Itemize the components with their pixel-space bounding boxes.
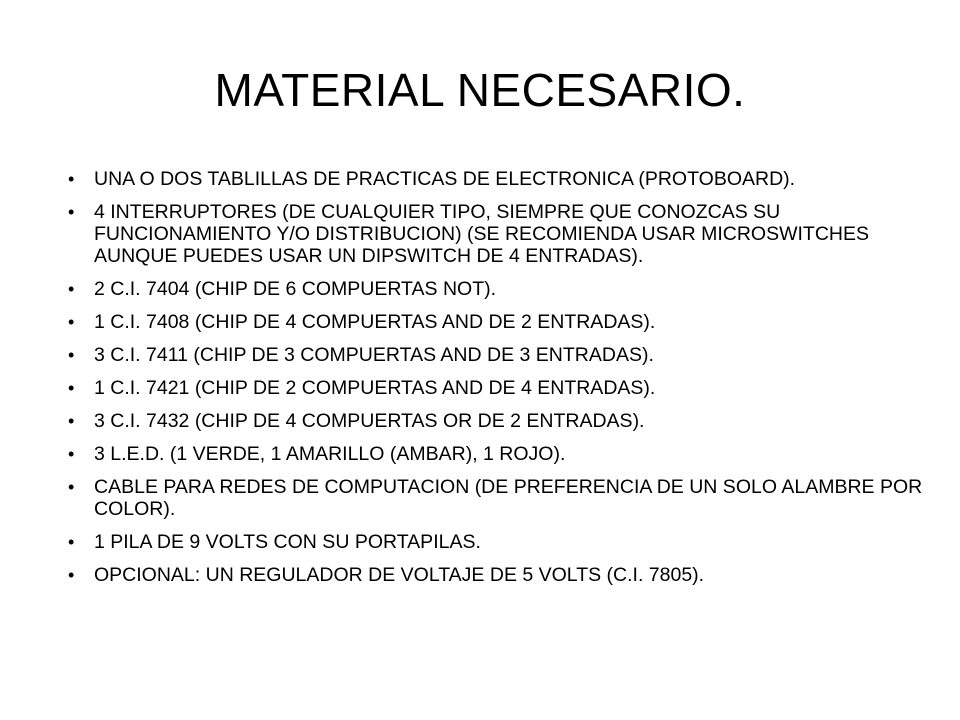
bullet-item <box>68 410 928 432</box>
bullet-item <box>68 531 928 553</box>
bullet-list <box>68 168 928 597</box>
bullet-icon: • <box>68 345 75 365</box>
bullet-text: 1 C.I. 7408 (CHIP DE 4 COMPUERTAS AND DE 2 ENTRADAS). <box>94 311 656 333</box>
bullet-text: 3 C.I. 7411 (CHIP DE 3 COMPUERTAS AND DE 3 ENTRADAS). <box>94 344 654 366</box>
bullet-item <box>68 168 928 190</box>
bullet-icon: • <box>68 312 75 332</box>
bullet-item <box>68 278 928 300</box>
bullet-text: 4 INTERRUPTORES (DE CUALQUIER TIPO, SIEMPRE QUE CONOZCAS SU FUNCIONAMIENTO Y/O DISTRIBUCION) (SE RECOMIENDA USAR MICROSWITCHES AUNQUE PUEDES USAR UN DIPSWITCH DE 4 ENTRADAS). <box>94 201 870 267</box>
bullet-icon: • <box>68 565 75 585</box>
bullet-text: 2 C.I. 7404 (CHIP DE 6 COMPUERTAS NOT). <box>94 278 497 300</box>
bullet-icon: • <box>68 477 75 497</box>
bullet-text: 1 C.I. 7421 (CHIP DE 2 COMPUERTAS AND DE 4 ENTRADAS). <box>94 377 656 399</box>
bullet-item <box>68 443 928 465</box>
bullet-text: CABLE PARA REDES DE COMPUTACION (DE PREFERENCIA DE UN SOLO ALAMBRE POR COLOR). <box>94 476 923 520</box>
slide-title: MATERIAL NECESARIO. <box>214 64 746 116</box>
bullet-item <box>68 311 928 333</box>
bullet-item <box>68 476 928 520</box>
bullet-item <box>68 377 928 399</box>
bullet-icon: • <box>68 444 75 464</box>
bullet-text: 3 L.E.D. (1 VERDE, 1 AMARILLO (AMBAR), 1 ROJO). <box>94 443 566 465</box>
bullet-text: UNA O DOS TABLILLAS DE PRACTICAS DE ELECTRONICA (PROTOBOARD). <box>94 168 796 190</box>
bullet-item <box>68 564 928 586</box>
bullet-icon: • <box>68 532 75 552</box>
bullet-icon: • <box>68 202 75 222</box>
bullet-text: OPCIONAL: UN REGULADOR DE VOLTAJE DE 5 VOLTS (C.I. 7805). <box>94 564 705 586</box>
bullet-text: 1 PILA DE 9 VOLTS CON SU PORTAPILAS. <box>94 531 481 553</box>
bullet-icon: • <box>68 411 75 431</box>
bullet-icon: • <box>68 169 75 189</box>
bullet-item <box>68 344 928 366</box>
bullet-icon: • <box>68 279 75 299</box>
bullet-icon: • <box>68 378 75 398</box>
bullet-item <box>68 201 928 267</box>
bullet-text: 3 C.I. 7432 (CHIP DE 4 COMPUERTAS OR DE 2 ENTRADAS). <box>94 410 645 432</box>
